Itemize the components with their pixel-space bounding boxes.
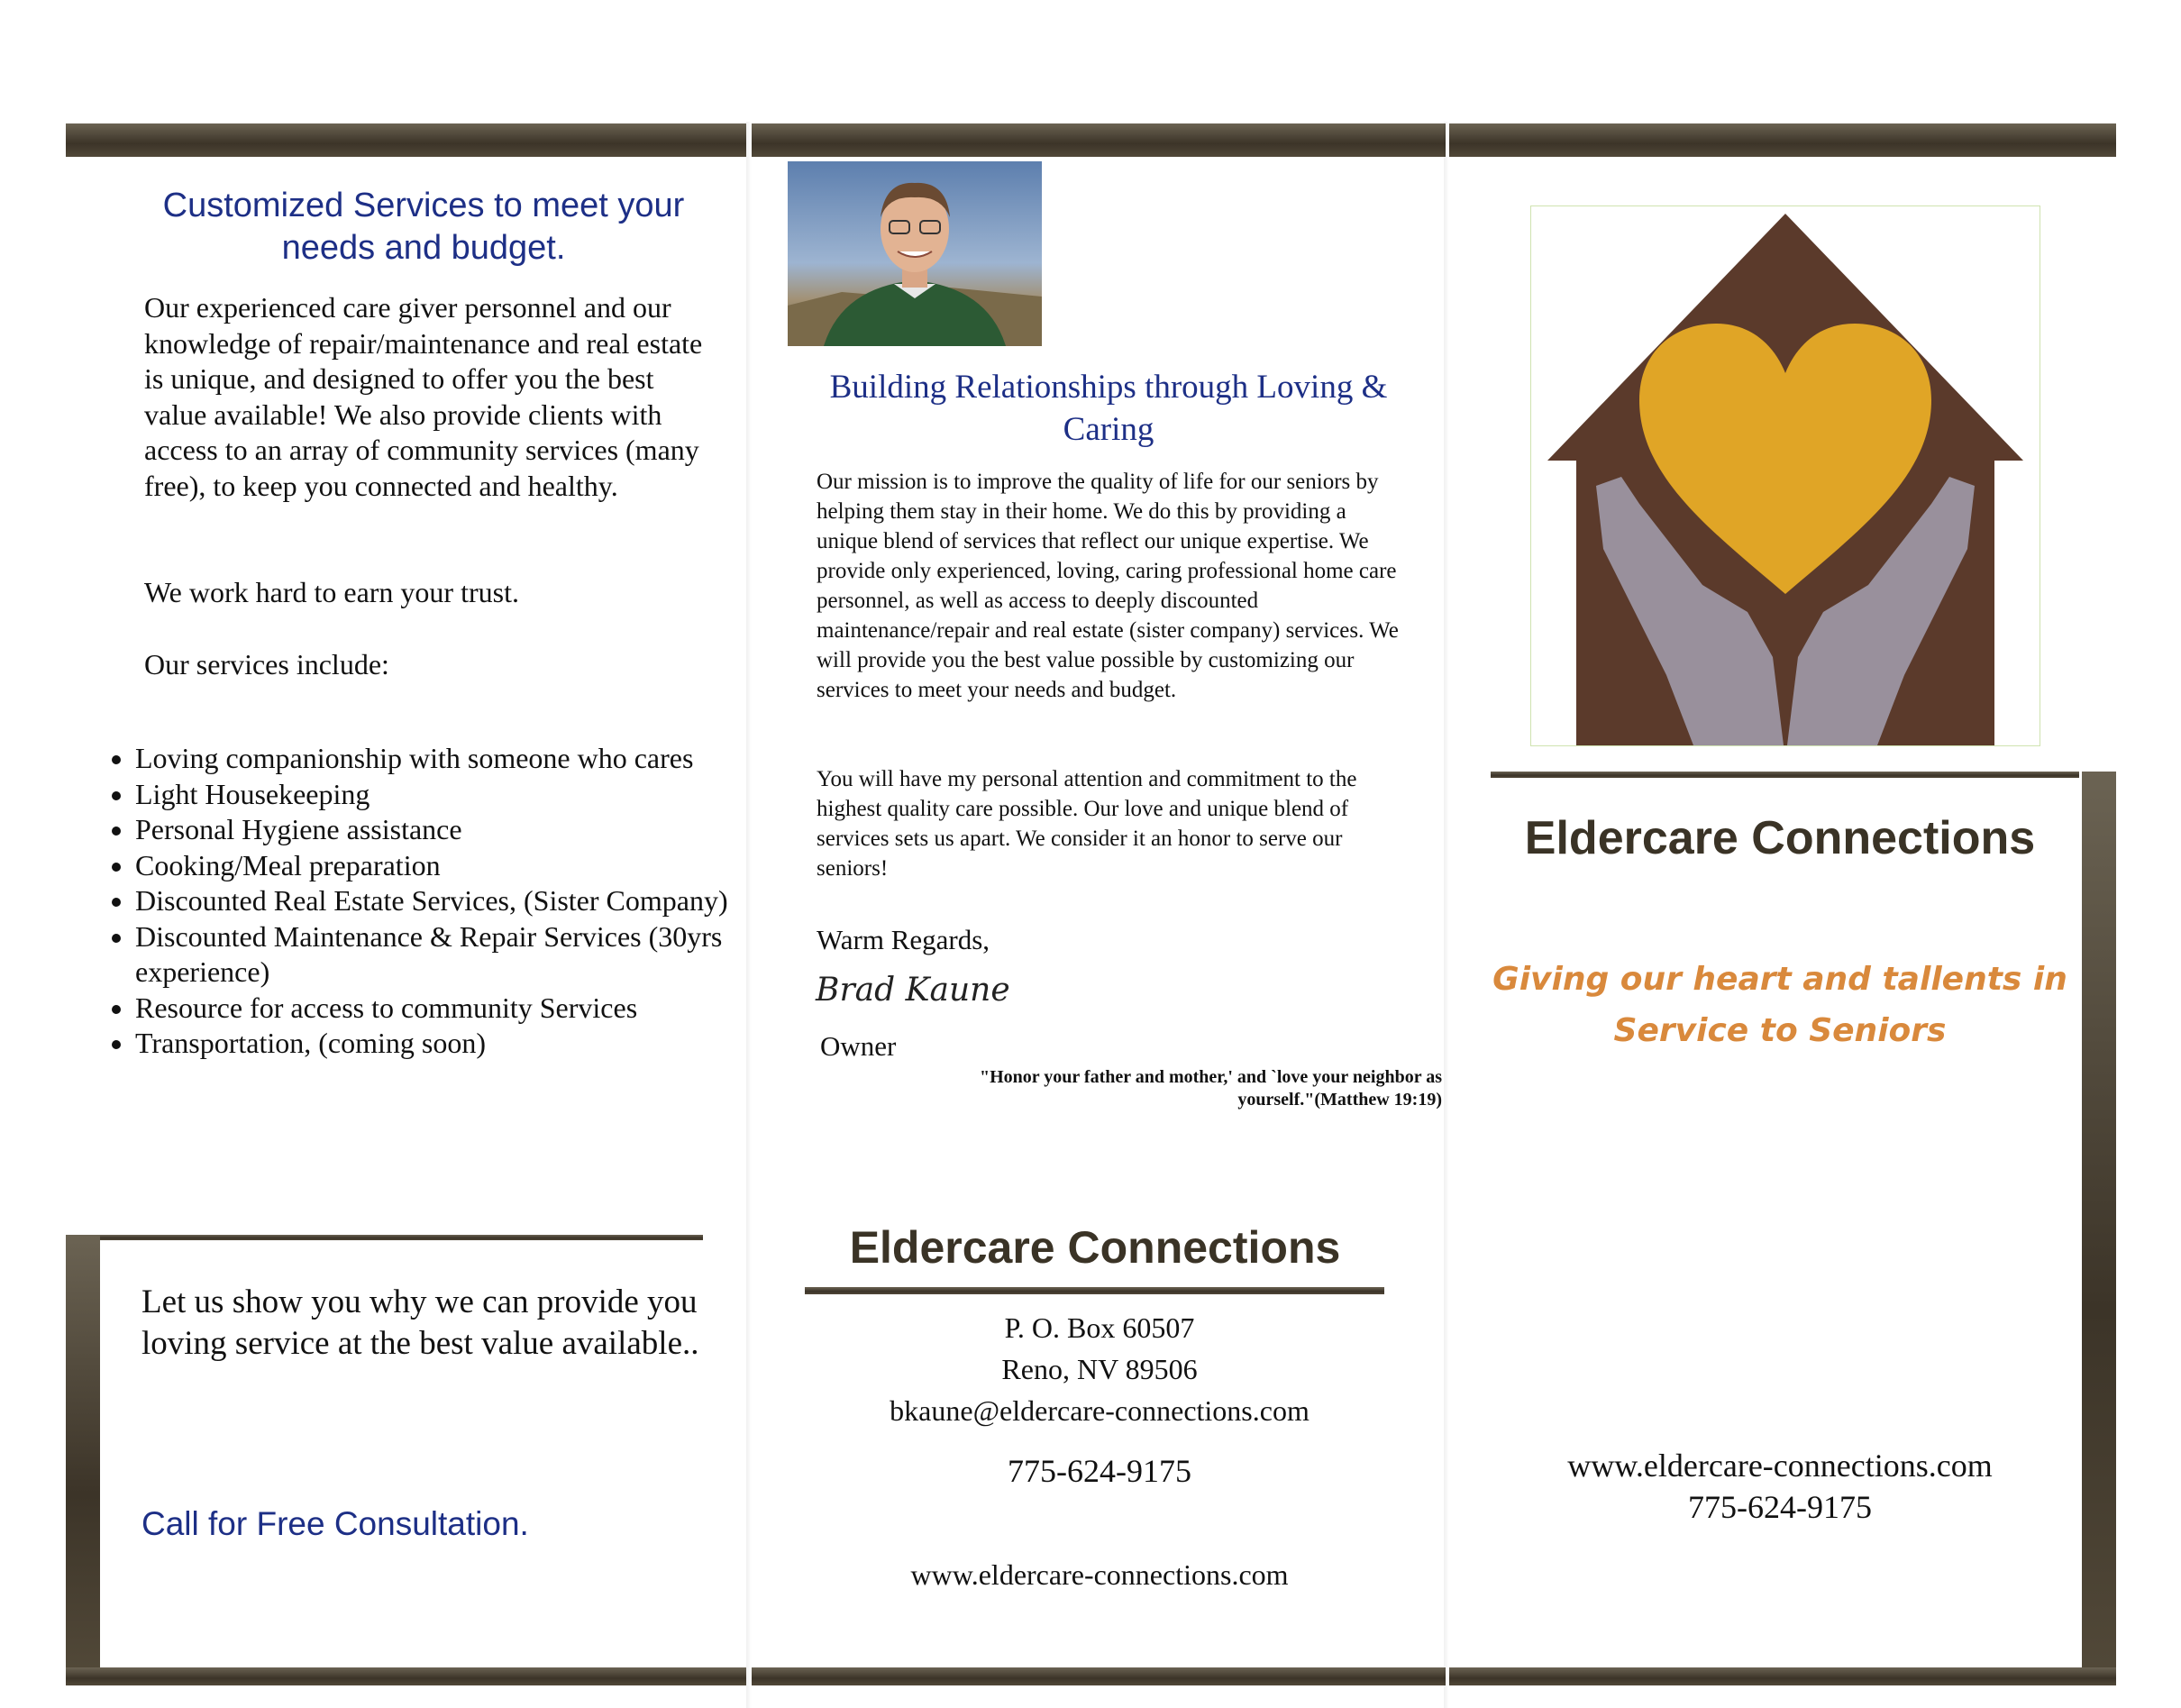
- address-line-1: P. O. Box 60507: [1004, 1311, 1195, 1344]
- list-item: • Cooking/Meal preparation: [135, 848, 748, 884]
- tagline-line-2: Service to Seniors: [1613, 1012, 1947, 1049]
- fold-line-2: [1444, 122, 1449, 1708]
- left-intro: Our experienced care giver personnel and our knowledge of repair/maintenance and real estate is unique, and designed to offer you the best value available! We also provide clients with access to an array of community services (many free), to keep you connected and healthy.: [144, 291, 703, 502]
- email-link[interactable]: bkaune@eldercare-connections.com: [890, 1394, 1310, 1427]
- phone-number: 775-624-9175: [1008, 1453, 1191, 1489]
- right-phone-number: 775-624-9175: [1688, 1489, 1872, 1525]
- mission-text: Our mission is to improve the quality of life for our seniors by helping them stay in their home. We do this by providing a unique blend of services that reflect our unique expertise. We provide only experienced, loving, caring professional home care personnel, as well as access to deeply discounted maintenance/repair and real estate (sister company) services. We will provide you the best value possible by customizing our services to meet your needs and budget.: [817, 470, 1399, 702]
- right-website-link[interactable]: www.eldercare-connections.com: [1567, 1448, 1993, 1484]
- top-band-left: [66, 123, 746, 157]
- owner-role: Owner: [820, 1030, 897, 1062]
- cta-box-top: [66, 1235, 703, 1240]
- list-item: • Loving companionship with someone who cares: [135, 741, 748, 777]
- list-item: • Transportation, (coming soon): [135, 1026, 748, 1062]
- top-band-middle: [752, 123, 1446, 157]
- right-box-right: [2082, 772, 2116, 1667]
- middle-company-name: Eldercare Connections: [849, 1222, 1341, 1273]
- list-item: • Resource for access to community Services: [135, 991, 748, 1027]
- left-heading: Customized Services to meet your needs and budget.: [162, 187, 685, 267]
- services-list: [99, 741, 748, 1062]
- bottom-band-middle: [752, 1667, 1446, 1685]
- list-item: • Personal Hygiene assistance: [135, 812, 748, 848]
- website-link[interactable]: www.eldercare-connections.com: [910, 1558, 1289, 1591]
- closing-text: Warm Regards,: [817, 924, 990, 955]
- company-underline: [805, 1287, 1384, 1294]
- list-item: • Light Housekeeping: [135, 777, 748, 813]
- list-item: • Discounted Maintenance & Repair Services (30yrs experience): [135, 919, 748, 991]
- cta-text[interactable]: Call for Free Consultation.: [141, 1505, 529, 1542]
- owner-photo: [788, 161, 1042, 346]
- bottom-band-left: [66, 1667, 746, 1685]
- left-trust: We work hard to earn your trust.: [144, 576, 519, 608]
- tagline-line-1: Giving our heart and tallents in: [1492, 961, 2067, 998]
- signature: Brad Kaune: [816, 972, 1010, 1009]
- right-company-name: Eldercare Connections: [1524, 812, 2036, 864]
- tagline: [1478, 954, 2082, 1056]
- address-line-2: Reno, NV 89506: [1001, 1353, 1198, 1385]
- list-item: • Discounted Real Estate Services, (Sister Company): [135, 883, 748, 919]
- house-heart-logo: [1530, 206, 2040, 746]
- middle-heading: Building Relationships through Loving & Caring: [829, 369, 1388, 448]
- cta-pitch: Let us show you why we can provide you loving service at the best value available..: [141, 1283, 699, 1362]
- bottom-band-right: [1449, 1667, 2116, 1685]
- commitment-text: You will have my personal attention and commitment to the highest quality care possible. Our love and unique blend of services sets us apart. We consider it an honor to serve our seniors!: [817, 767, 1357, 881]
- bible-quote: "Honor your father and mother,' and `love your neighbor as yourself."(Matthew 19:19): [979, 1067, 1442, 1110]
- cta-box-left: [66, 1235, 100, 1667]
- top-band-right: [1449, 123, 2116, 157]
- left-services-heading: Our services include:: [144, 648, 389, 680]
- right-box-top: [1491, 772, 2079, 778]
